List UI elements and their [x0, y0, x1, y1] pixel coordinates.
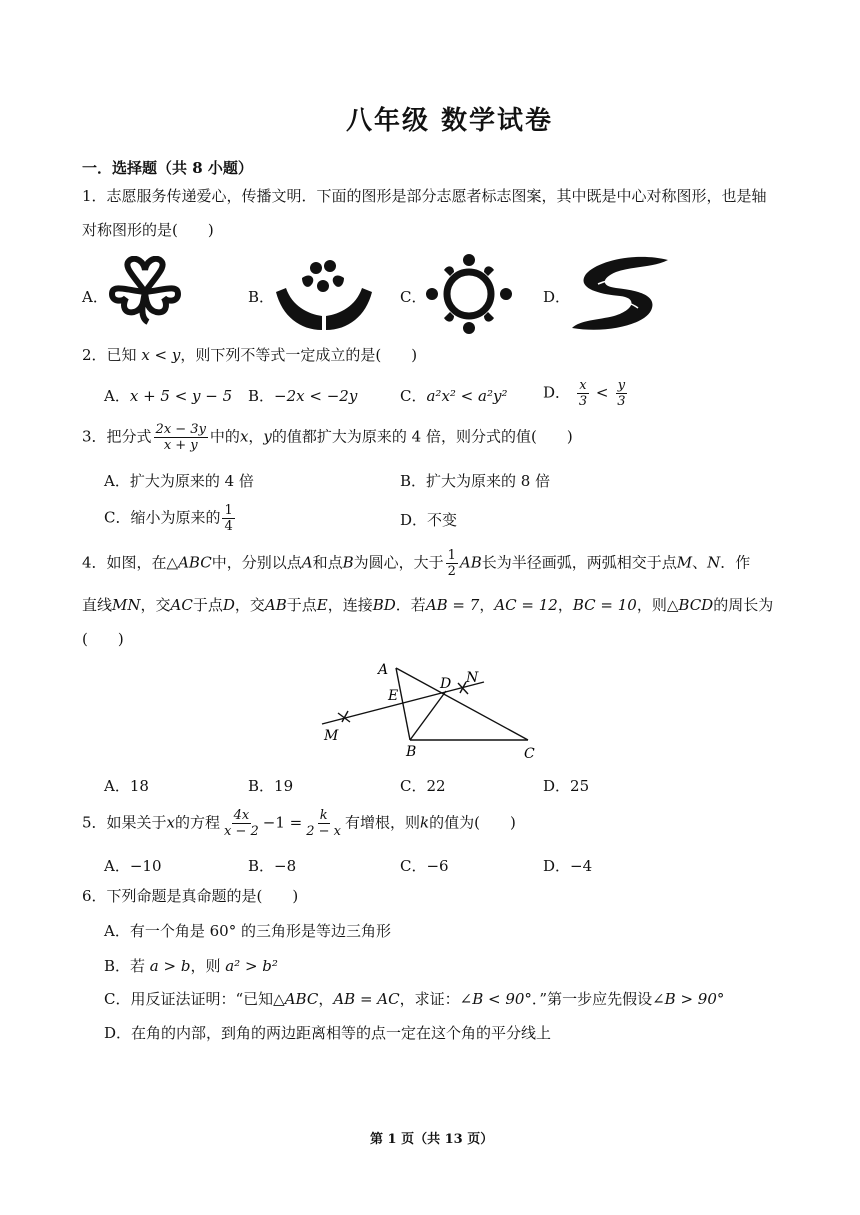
- fraction-numerator: y: [617, 378, 626, 393]
- q1-option-c-label: C．: [400, 288, 427, 306]
- q2-option-a-expr: x + 5 < y − 5: [129, 387, 233, 405]
- q5-text: 的方程: [175, 813, 221, 832]
- q4-var: BD: [372, 596, 396, 614]
- q3-option-d: D．不变: [400, 511, 458, 529]
- q6-text: ．”第一步应先假设: [531, 990, 653, 1008]
- q2-option-b-expr: −2x < −2y: [274, 387, 358, 405]
- fraction-denominator: 3: [578, 394, 588, 409]
- q3-stem-text-b: 中的: [209, 427, 240, 446]
- q2-option-c-label: C．: [400, 387, 427, 405]
- sun-logo-icon: [424, 254, 514, 334]
- q3-stem-text-c: 的值都扩大为原来的 4 倍，则分式的值( ): [271, 427, 573, 446]
- q6-expr: AB = AC: [333, 990, 400, 1008]
- question-1-line-1: 1．志愿服务传递爱心，传播文明．下面的图形是部分志愿者标志图案，其中既是中心对称图形，也是轴: [82, 187, 767, 205]
- q3-stem-text-a: 3．把分式: [82, 427, 152, 446]
- fraction-denominator: 2 − x: [306, 824, 342, 839]
- q4-var: AB: [264, 596, 287, 614]
- q4-text: ，: [557, 596, 573, 614]
- hands-holding-logo-icon: [272, 256, 376, 334]
- q4-text: ，则△: [636, 596, 679, 614]
- q2-option-c: [400, 385, 507, 406]
- q4-expr: AB = 7: [425, 596, 480, 614]
- fraction-denominator: x − 2: [224, 824, 259, 839]
- question-4-line-3: ( ): [82, 630, 124, 648]
- q3-option-c-fraction: [222, 503, 234, 534]
- q5-option-b: B．−8: [248, 857, 297, 875]
- question-4-line-1: [82, 548, 750, 579]
- q4-text: 、: [692, 553, 708, 572]
- q3-option-b: B．扩大为原来的 8 倍: [400, 472, 551, 490]
- q6-expr: a > b: [149, 957, 191, 975]
- geometry-figure: [310, 658, 550, 766]
- q2-stem-text-b: ，则下列不等式一定成立的是( ): [180, 346, 418, 364]
- q6-option-a: A．有一个角是 60° 的三角形是等边三角形: [104, 922, 391, 940]
- page-footer: 第 1 页（共 13 页）: [370, 1132, 494, 1147]
- q5-option-a: A．−10: [104, 857, 162, 875]
- figure-label-n: N: [466, 670, 479, 686]
- q2-stem-text-a: 2．已知: [82, 346, 142, 364]
- q5-text: 5．如果关于: [82, 813, 167, 832]
- q2-option-c-expr: a²x² < a²y²: [426, 387, 508, 405]
- q4-var: N: [707, 553, 721, 572]
- figure-label-a: A: [378, 662, 389, 678]
- fraction-numerator: k: [319, 808, 328, 823]
- fraction-denominator: 2: [447, 564, 456, 579]
- figure-label-m: M: [324, 728, 339, 744]
- q6-expr: ABC: [284, 990, 319, 1008]
- q5-var: k: [420, 813, 430, 832]
- q3-comma: ，: [248, 427, 264, 446]
- q4-var: AC: [170, 596, 193, 614]
- q2-option-b: [248, 385, 357, 406]
- question-5-stem: [82, 808, 516, 839]
- figure-label-b: B: [406, 744, 417, 760]
- q2-option-a-label: A．: [104, 387, 130, 405]
- figure-label-c: C: [524, 746, 535, 762]
- q4-text: 和点: [312, 553, 343, 572]
- fraction-denominator: 3: [617, 394, 626, 409]
- s-shape-logo-icon: [568, 254, 674, 332]
- q3-var-x: x: [239, 427, 249, 446]
- q5-text: 的值为( ): [429, 813, 516, 832]
- q4-var: M: [676, 553, 693, 572]
- q3-option-c-label: C．缩小为原来的: [104, 508, 221, 527]
- q6-text: ，求证：: [399, 990, 460, 1008]
- q6-text: ，: [318, 990, 334, 1008]
- q4-var: D: [222, 596, 235, 614]
- q4-text: 中，分别以点: [211, 553, 302, 572]
- figure-label-e: E: [388, 688, 399, 704]
- q5-option-c: C．−6: [400, 857, 449, 875]
- q4-text: 长为半径画弧，两弧相交于点: [481, 553, 677, 572]
- q6-expr: a² > b²: [225, 957, 278, 975]
- q4-text: ，交: [234, 596, 265, 614]
- fraction-numerator: 1: [447, 548, 456, 563]
- fraction-numerator: 2x − 3y: [155, 422, 206, 437]
- figure-label-d: D: [440, 676, 452, 692]
- q4-var: A: [301, 553, 313, 572]
- q5-option-d: D．−4: [543, 857, 593, 875]
- q4-text: ．作: [720, 553, 751, 572]
- q3-option-c: [104, 503, 237, 534]
- q2-option-d-fraction-2: [615, 378, 627, 409]
- q4-option-a: A．18: [104, 777, 149, 795]
- q4-text: ．若: [395, 596, 426, 614]
- q5-fraction-2: [304, 808, 343, 839]
- q3-option-a: A．扩大为原来的 4 倍: [104, 472, 254, 490]
- question-1-line-2: 对称图形的是( ): [82, 221, 214, 239]
- q4-text: ，交: [140, 596, 171, 614]
- question-6-stem: 6．下列命题是真命题的是( ): [82, 887, 299, 905]
- q2-option-a: [104, 385, 232, 406]
- q4-var: ABC: [178, 553, 212, 572]
- q6-text: C．用反证法证明：“已知△: [104, 990, 285, 1008]
- q1-option-d-label: D．: [543, 288, 571, 306]
- q6-text: B．若: [104, 957, 150, 975]
- page-title: 八年级 数学试卷: [346, 106, 554, 136]
- q4-text: 于点: [286, 596, 317, 614]
- fraction-numerator: x: [579, 378, 587, 393]
- q1-option-a-label: A．: [82, 288, 108, 306]
- q6-option-b: [104, 955, 278, 976]
- q5-var: x: [166, 813, 176, 832]
- q4-var: BCD: [678, 596, 714, 614]
- fraction-denominator: x + y: [163, 438, 198, 453]
- q4-var: B: [342, 553, 354, 572]
- question-2-stem: [82, 344, 417, 366]
- q2-condition: x < y: [141, 346, 181, 364]
- fraction-numerator: 4x: [233, 808, 250, 823]
- q4-var: E: [316, 596, 328, 614]
- q5-text: 有增根，则: [345, 813, 421, 832]
- q6-option-d: D．在角的内部，到角的两边距离相等的点一定在这个角的平分线上: [104, 1024, 552, 1042]
- fraction-numerator: 1: [224, 503, 233, 518]
- q2-option-d-label: D．: [543, 383, 571, 402]
- q4-text: 的周长为: [713, 596, 774, 614]
- q4-text: 直线: [82, 596, 113, 614]
- question-4-line-2: [82, 594, 773, 616]
- q6-option-c: [104, 988, 724, 1009]
- q4-text: ，: [479, 596, 495, 614]
- heart-flower-logo-icon: [104, 256, 186, 330]
- q5-text: −1 =: [262, 813, 303, 832]
- q3-var-y: y: [263, 427, 272, 446]
- q4-var: MN: [112, 596, 141, 614]
- q4-option-b: B．19: [248, 777, 294, 795]
- q4-text: 4．如图，在△: [82, 553, 179, 572]
- q4-option-d: D．25: [543, 777, 590, 795]
- q4-var: AB: [459, 553, 482, 572]
- q4-text: 为圆心，大于: [353, 553, 444, 572]
- q4-expr: AC = 12: [494, 596, 558, 614]
- q2-option-b-label: B．: [248, 387, 275, 405]
- q4-expr: BC = 10: [572, 596, 637, 614]
- section-heading: 一．选择题（共 8 小题）: [82, 159, 253, 177]
- q2-option-d-fraction-1: [577, 378, 589, 409]
- q6-text: ，则: [190, 957, 226, 975]
- fraction-denominator: 4: [224, 519, 233, 534]
- q1-option-b-label: B．: [248, 288, 275, 306]
- q4-text: 于点: [192, 596, 223, 614]
- q6-expr: ∠B > 90°: [652, 990, 725, 1008]
- q4-option-c: C．22: [400, 777, 446, 795]
- q5-fraction-1: [222, 808, 261, 839]
- less-than-sign: <: [595, 383, 609, 402]
- q6-expr: ∠B < 90°: [459, 990, 532, 1008]
- q4-text: ，连接: [327, 596, 373, 614]
- q2-option-d: [543, 378, 630, 409]
- question-3-stem: [82, 422, 573, 453]
- q3-fraction: [154, 422, 208, 453]
- q4-half-fraction: [446, 548, 458, 579]
